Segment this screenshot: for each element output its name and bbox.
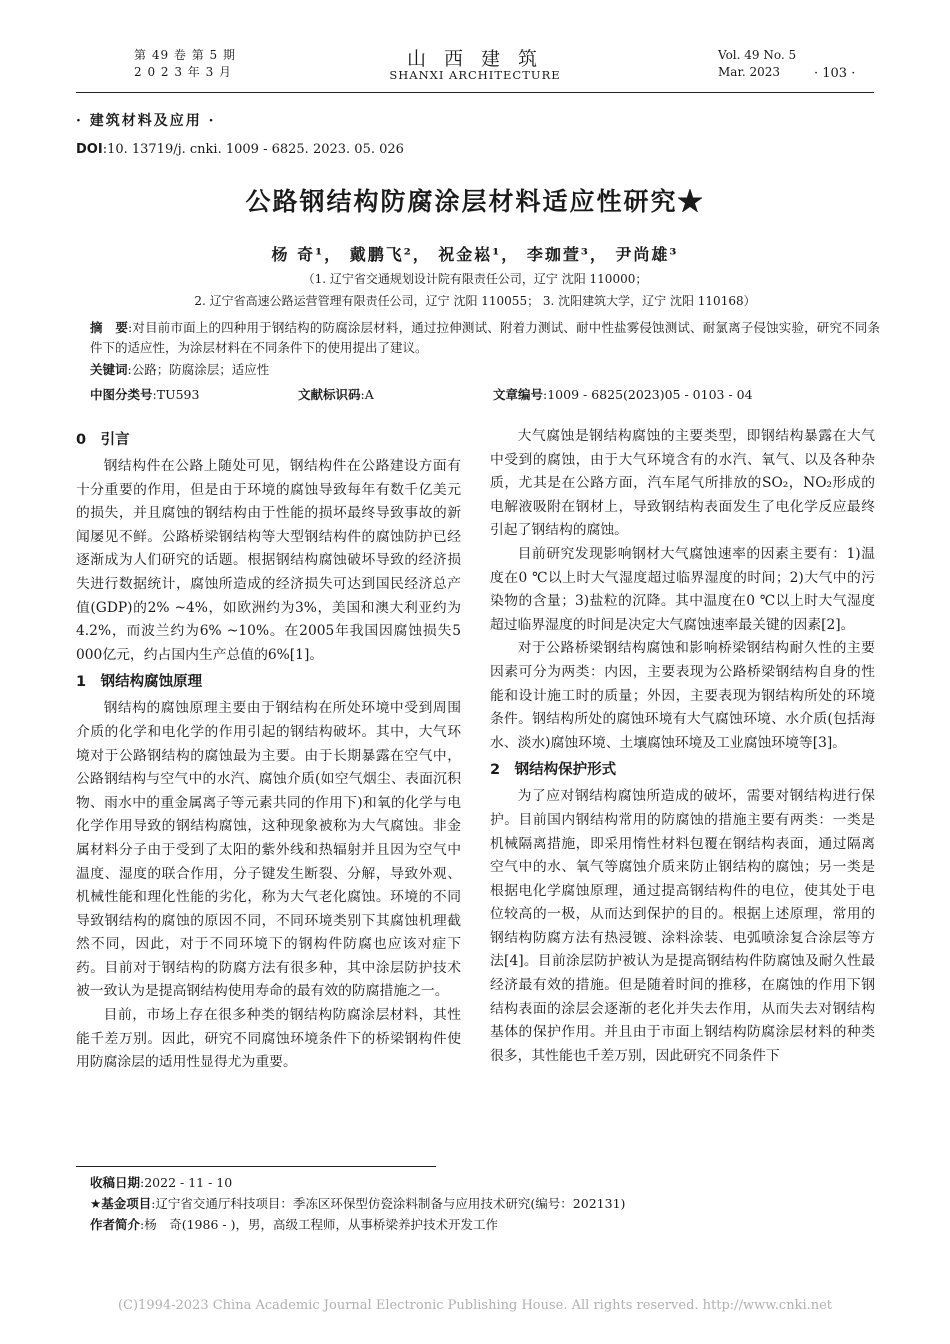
- section-tag: · 建筑材料及应用 ·: [76, 113, 216, 129]
- doccode-value: :A: [360, 387, 374, 402]
- paragraph: 钢结构的腐蚀原理主要由于钢结构在所处环境中受到周围介质的化学和电化学的作用引起的钢结构破坏。其中，大气环境对于公路钢结构的腐蚀最为主要。由于长期暴露在空气中，公路钢结构与空气中的水汽、腐蚀介质(如空气烟尘、表面沉积物、雨水中的重金属离子等元素共同的作用下)和氧的化学与电化学作用导致的钢结构腐蚀，这种现象被称为大气腐蚀。非金属材料分子由于受到了太阳的紫外线和热辐射并且因为空气中温度、湿度的联合作用，分子键发生断裂、分解，导致外观、机械性能和理化性能的劣化，称为大气老化腐蚀。环境的不同导致钢结构的腐蚀的原因不同，不同环境类别下其腐蚀机理截然不同，因此，对于不同环境下的钢构件防腐也应该对症下药。目前对于钢结构的防腐方法有很多种，其中涂层防护技术被一致认为是提高钢结构使用寿命的最有效的防腐措施之一。: [76, 700, 461, 1000]
- affiliation-2: 2. 辽宁省高速公路运营管理有限责任公司，辽宁 沈阳 110055； 3. 沈阳建筑大学，辽宁 沈阳 110168）: [194, 294, 756, 308]
- header-rule: [76, 92, 874, 93]
- issue-volume-cn: 第 49 卷 第 5 期: [134, 48, 236, 62]
- doi-label: DOI: [76, 142, 103, 157]
- doccode-label: 文献标识码: [298, 387, 361, 402]
- clc-number: [90, 385, 199, 403]
- paragraph: 为了应对钢结构腐蚀所造成的破坏，需要对钢结构进行保护。目前国内钢结构常用的防腐蚀的措施主要有两类：一类是机械隔离措施，即采用惰性材料包覆在钢结构表面，通过隔离空气中的水、氧气等腐蚀介质来防止钢结构的腐蚀；另一类是根据电化学腐蚀原理，通过提高钢结构件的电位，使其处于电位较高的一极，从而达到保护的目的。根据上述原理，常用的钢结构防腐方法有热浸镀、涂料涂装、电弧喷涂复合涂层等方法[4]。目前涂层防护被认为是提高钢结构件防腐蚀及耐久性最经济最有效的措施。但是随着时间的推移，在腐蚀的作用下钢结构表面的涂层会逐渐的老化并失去作用，从而失去对钢结构基体的保护作用。并且由于市面上钢结构防腐涂层材料的种类很多，其性能也千差万别，因此研究不同条件下: [490, 788, 875, 1064]
- footnote-rule: [76, 1166, 436, 1167]
- journal-name-cn: 山 西 建 筑: [406, 48, 544, 70]
- paragraph: 对于公路桥梁钢结构腐蚀和影响桥梁钢结构耐久性的主要因素可分为两类：内因，主要表现为公路桥梁钢结构自身的性能和设计施工时的质量；外因，主要表现为钢结构所处的环境条件。钢结构所处的腐蚀环境有大气腐蚀环境、水介质(包括海水、淡水)腐蚀环境、土壤腐蚀环境及工业腐蚀环境等[3]。: [490, 640, 875, 751]
- received-label: 收稿日期: [90, 1175, 141, 1190]
- paragraph: 目前，市场上存在很多种类的钢结构防腐涂层材料，其性能千差万别。因此，研究不同腐蚀环境条件下的桥梁钢构件使用防腐涂层的适用性显得尤为重要。: [76, 1007, 461, 1071]
- left-column: [76, 425, 461, 1075]
- heading-introduction: 0 引言: [76, 432, 130, 448]
- paragraph: 目前研究发现影响钢材大气腐蚀速率的因素主要有：1)温度在0 ℃以上时大气湿度超过临界湿度的时间；2)大气中的污染物的含量；3)盐粒的沉降。其中温度在0 ℃以上时大气湿度超过临界湿度的时间是决定大气腐蚀速率最关键的因素[2]。: [490, 545, 875, 633]
- article-label: 文章编号: [493, 387, 544, 402]
- doi-value: :10. 13719/j. cnki. 1009 - 6825. 2023. 05. 026: [102, 142, 404, 157]
- heading-corrosion-principle: 1 钢结构腐蚀原理: [76, 674, 203, 691]
- keywords: [90, 360, 269, 378]
- author-bio-value: :杨 奇(1986 - )，男，高级工程师，从事桥梁养护技术开发工作: [140, 1217, 498, 1232]
- right-column: [490, 425, 875, 1068]
- affiliation-1: （1. 辽宁省交通规划设计院有限责任公司，辽宁 沈阳 110000；: [302, 272, 648, 286]
- abstract-text: :对目前市面上的四种用于钢结构的防腐涂层材料，通过拉伸测试、附着力测试、耐中性盐雾侵蚀测试、耐氯离子侵蚀实验，研究不同条件下的适应性，为涂层材料在不同条件下的使用提出了建议。: [90, 320, 880, 355]
- article-number: [493, 385, 753, 403]
- fund-label: ★基金项目: [90, 1196, 152, 1211]
- page-number: · 103 ·: [814, 66, 856, 81]
- issue-volume-en: Vol. 49 No. 5: [718, 48, 797, 62]
- fund-value: :辽宁省交通厅科技项目：季冻区环保型仿瓷涂料制备与应用技术研究(编号：202131): [151, 1196, 626, 1211]
- author-list: 杨 奇¹， 戴鹏飞²， 祝金崧¹， 李珈萱³， 尹尚雄³: [271, 245, 679, 264]
- fund-info: [90, 1193, 625, 1214]
- keywords-text: :公路；防腐涂层；适应性: [127, 362, 270, 377]
- heading-protection-forms: 2 钢结构保护形式: [490, 762, 617, 779]
- article-value: :1009 - 6825(2023)05 - 0103 - 04: [543, 387, 753, 402]
- received-value: :2022 - 11 - 10: [140, 1175, 233, 1190]
- doi-line: [76, 142, 404, 157]
- keywords-label: 关键词: [90, 362, 128, 377]
- issue-date-cn: 2 0 2 3 年 3 月: [134, 65, 233, 79]
- copyright-notice: (C)1994-2023 China Academic Journal Electronic Publishing House. All rights reserved. http://www.cnki.net: [117, 1298, 833, 1313]
- document-code: [298, 385, 374, 403]
- paper-title: 公路钢结构防腐涂层材料适应性研究★: [245, 187, 705, 216]
- journal-name-en: SHANXI ARCHITECTURE: [389, 68, 561, 82]
- abstract: [90, 318, 880, 358]
- clc-value: :TU593: [152, 387, 200, 402]
- issue-date-en: Mar. 2023: [718, 65, 781, 79]
- received-date: [90, 1172, 232, 1193]
- clc-label: 中图分类号: [90, 387, 153, 402]
- paragraph: 大气腐蚀是钢结构腐蚀的主要类型，即钢结构暴露在大气中受到的腐蚀，由于大气环境含有的水汽、氧气、以及各种杂质，尤其是在公路方面，汽车尾气所排放的SO₂，NO₂形成的电解液吸附在钢材上，导致钢结构表面发生了电化学反应最终引起了钢结构的腐蚀。: [490, 428, 875, 539]
- author-bio-label: 作者简介: [90, 1217, 141, 1232]
- abstract-label: 摘 要: [90, 320, 129, 335]
- author-bio: [90, 1214, 498, 1235]
- paragraph: 钢结构件在公路上随处可见，钢结构件在公路建设方面有十分重要的作用，但是由于环境的腐蚀导致每年有数千亿美元的损失，并且腐蚀的钢结构由于性能的损坏最终导致事故的新闻屡见不鲜。公路桥梁钢结构等大型钢结构件的腐蚀防护已经逐渐成为人们研究的话题。根据钢结构腐蚀破坏导致的经济损失进行数据统计，腐蚀所造成的经济损失可达到国民经济总产值(GDP)的2% ~4%，如欧洲约为3%，美国和澳大利亚约为4.2%，而波兰约为6% ~10%。在2005年我国因腐蚀损失5 000亿元，约占国内生产总值的6%[1]。: [76, 458, 461, 663]
